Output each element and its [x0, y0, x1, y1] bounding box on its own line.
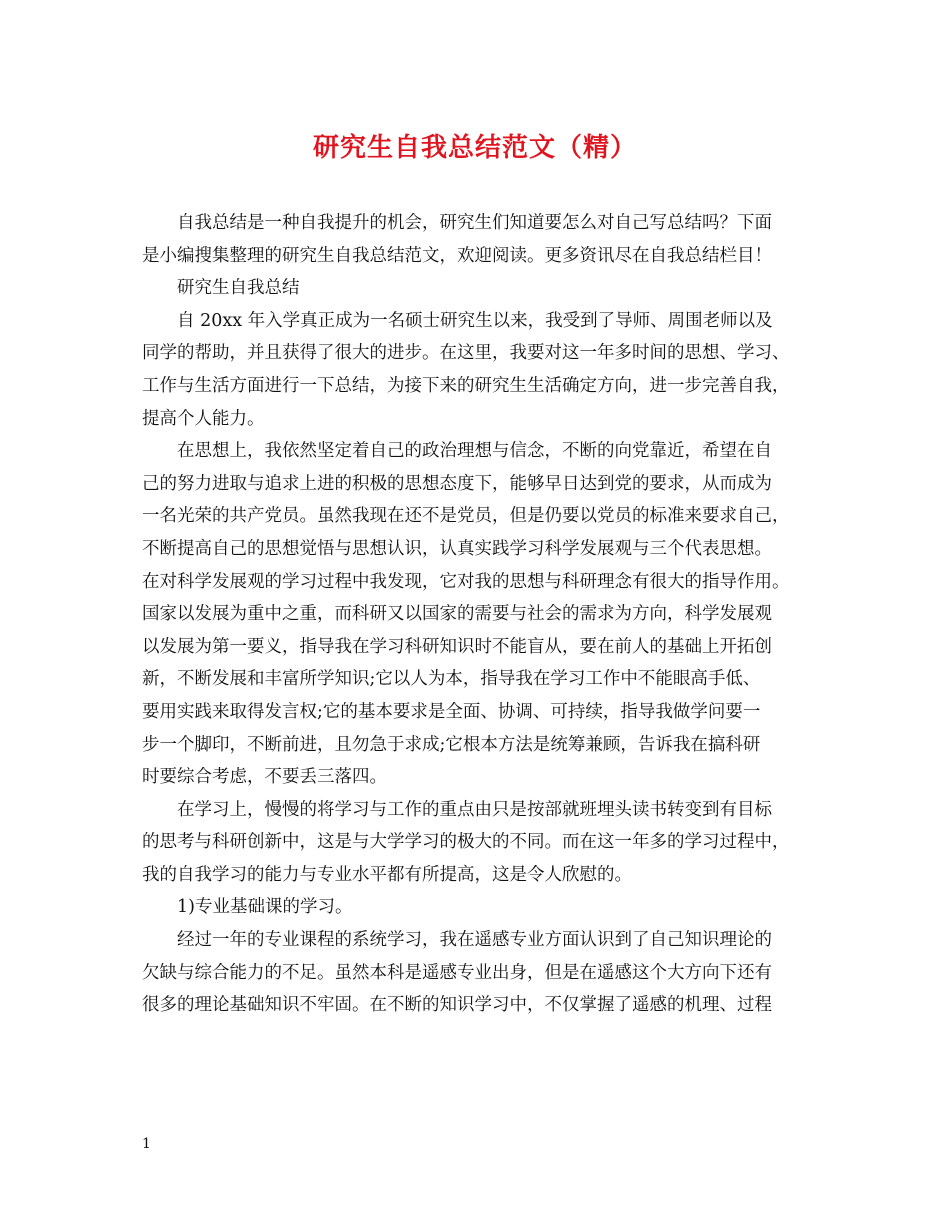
- text-line: 自我总结是一种自我提升的机会，研究生们知道要怎么对自己写总结吗？下面: [177, 213, 772, 233]
- text-line: 国家以发展为重中之重，而科研又以国家的需要与社会的需求为方向，科学发展观: [142, 604, 772, 625]
- text-line: 我的自我学习的能力与专业水平都有所提高，这是令人欣慰的。: [142, 864, 632, 885]
- page-number: 1: [142, 1136, 151, 1152]
- text-line: 同学的帮助，并且获得了很大的进步。在这里，我要对这一年多时间的思想、学习、: [142, 343, 790, 364]
- text-line: 以发展为第一要义，指导我在学习科研知识时不能盲从，要在前人的基础上开拓创: [142, 636, 772, 657]
- text-line: 的思考与科研创新中，这是与大学学习的极大的不同。而在这一年多的学习过程中，: [142, 832, 790, 853]
- document-title: 研究生自我总结范文（精）: [312, 133, 637, 163]
- text-line: 时要综合考虑，不要丢三落四。: [142, 767, 387, 788]
- text-line: 在学习上，慢慢的将学习与工作的重点由只是按部就班埋头读书转变到有目标: [177, 799, 772, 820]
- text-line: 一名光荣的共产党员。虽然我现在还不是党员，但是仍要以党员的标准来要求自己，: [142, 506, 790, 527]
- text-line: 自 20xx 年入学真正成为一名硕士研究生以来，我受到了导师、周围老师以及: [177, 310, 773, 331]
- text-line: 新，不断发展和丰富所学知识;它以人为本，指导我在学习工作中不能眼高手低、: [142, 669, 761, 690]
- text-line: 研究生自我总结: [177, 278, 300, 299]
- text-line: 不断提高自己的思想觉悟与思想认识，认真实践学习科学发展观与三个代表思想。: [142, 538, 772, 559]
- text-line: 己的努力进取与追求上进的积极的思想态度下，能够早日达到党的要求，从而成为: [142, 473, 772, 494]
- text-line: 是小编搜集整理的研究生自我总结范文，欢迎阅读。更多资讯尽在自我总结栏目！: [142, 245, 772, 266]
- text-line: 工作与生活方面进行一下总结，为接下来的研究生生活确定方向，进一步完善自我，: [142, 375, 790, 396]
- text-line: 1)专业基础课的学习。: [177, 897, 353, 918]
- text-line: 在对科学发展观的学习过程中我发现，它对我的思想与科研理念有很大的指导作用。: [142, 571, 790, 592]
- text-line: 步一个脚印，不断前进，且勿急于求成;它根本方法是统筹兼顾，告诉我在搞科研: [142, 734, 761, 755]
- text-line: 在思想上，我依然坚定着自己的政治理想与信念，不断的向党靠近，希望在自: [177, 441, 772, 462]
- text-line: 欠缺与综合能力的不足。虽然本科是遥感专业出身，但是在遥感这个大方向下还有: [142, 962, 772, 983]
- document-body: [142, 207, 822, 1022]
- text-line: 提高个人能力。: [142, 408, 265, 429]
- text-line: 很多的理论基础知识不牢固。在不断的知识学习中，不仅掌握了遥感的机理、过程: [142, 995, 772, 1016]
- text-line: 经过一年的专业课程的系统学习，我在遥感专业方面认识到了自己知识理论的: [177, 930, 772, 951]
- text-line: 要用实践来取得发言权;它的基本要求是全面、协调、可持续，指导我做学问要一: [142, 701, 761, 722]
